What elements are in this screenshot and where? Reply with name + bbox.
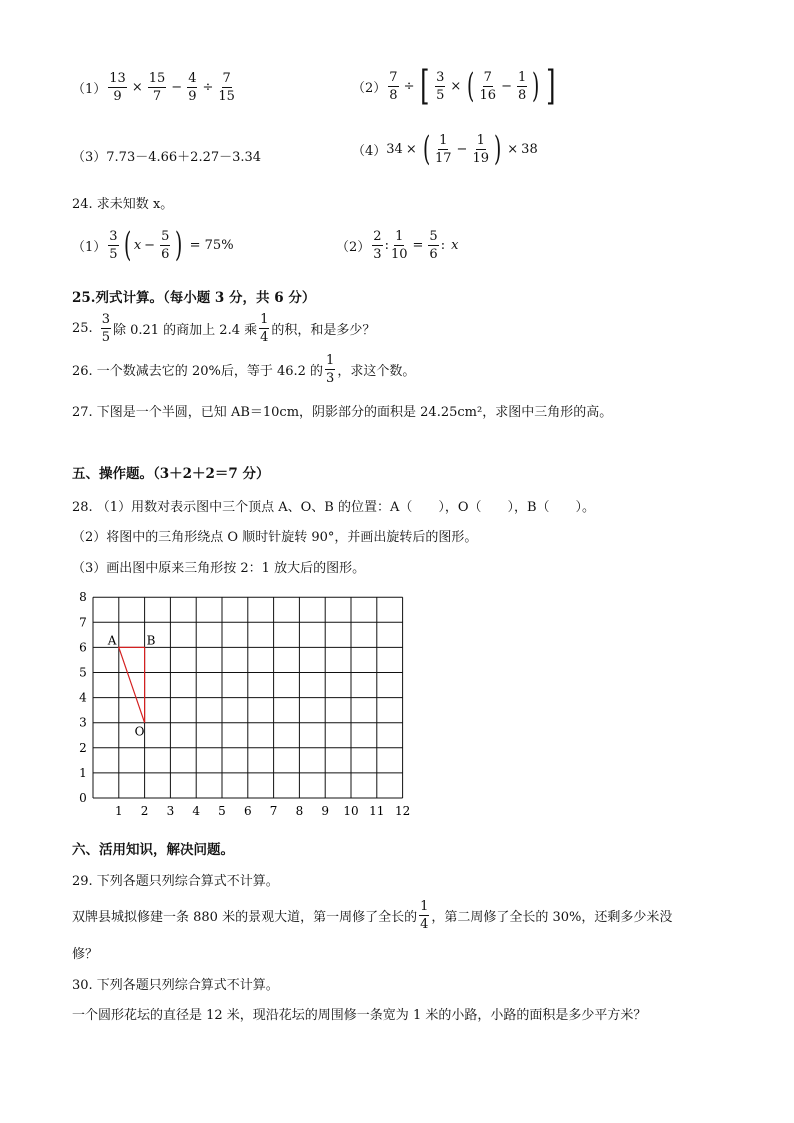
fraction: $\frac{7}{8}$ <box>389 69 398 103</box>
right-paren: ) <box>175 225 183 265</box>
times-sign: × <box>405 141 417 157</box>
fraction: $\frac{1}{19}$ <box>472 132 489 166</box>
left-bracket: [ <box>420 63 430 109</box>
minus-sign: − <box>171 80 183 95</box>
point-label-O: O <box>134 724 145 739</box>
part-label: （1） <box>72 82 107 97</box>
x-tick-label: 5 <box>218 804 226 818</box>
y-tick-label: 2 <box>79 740 87 755</box>
fraction: $\frac{1}{3}$ <box>326 353 335 386</box>
fraction: $\frac{1}{4}$ <box>420 899 429 932</box>
times-sign: × <box>450 78 462 94</box>
fraction: $\frac{1}{4}$ <box>260 312 269 345</box>
question-text: 除 0.21 的商加上 2.4 乘 <box>112 323 258 338</box>
fraction: $\frac{1}{10}$ <box>390 229 408 262</box>
q28-line1: 28. （1）用数对表示图中三个顶点 A、O、B 的位置：A（ ），O（ ），B（ ）。 <box>72 500 596 515</box>
section-6-heading: 六、活用知识，解决问题。 <box>72 842 234 858</box>
fraction: $\frac{7}{15}$ <box>218 71 235 104</box>
fraction: $\frac{1}{8}$ <box>517 69 527 103</box>
question-text: 26. 一个数减去它的 20%后，等于 46.2 的 <box>72 364 324 379</box>
variable-x: x <box>133 237 142 253</box>
q25 <box>72 313 375 344</box>
section-25-heading: 25.列式计算。（每小题 3 分，共 6 分） <box>72 290 316 306</box>
number: 34 <box>386 141 403 157</box>
colon: : <box>384 238 389 253</box>
y-tick-label: 6 <box>79 640 87 655</box>
fraction: $\frac{7}{16}$ <box>479 69 497 103</box>
coordinate-grid <box>70 584 430 820</box>
rhs: = 75% <box>189 237 234 253</box>
fraction: $\frac{5}{6}$ <box>429 229 438 262</box>
x-tick-label: 11 <box>369 804 385 818</box>
y-tick-label: 4 <box>79 690 87 705</box>
minus-sign: − <box>501 78 512 94</box>
q28-line3: （3）画出图中原来三角形按 2：1 放大后的图形。 <box>72 561 366 576</box>
q29-heading: 29. 下列各题只列综合算式不计算。 <box>72 874 279 889</box>
q23-part3 <box>72 146 261 165</box>
q27: 27. 下图是一个半圆，已知 AB＝10cm，阴影部分的面积是 24.25cm²，求图中三角形的高。 <box>72 405 613 420</box>
x-tick-label: 9 <box>321 804 330 818</box>
x-tick-label: 2 <box>140 804 149 818</box>
question-text: ，第二周修了全长的 30%，还剩多少米没 <box>431 910 673 925</box>
fraction: $\frac{13}{9}$ <box>109 71 126 104</box>
divide-sign: ÷ <box>202 80 214 95</box>
fraction: $\frac{3}{5}$ <box>436 69 445 103</box>
y-tick-label: 7 <box>79 615 87 630</box>
times-sign: × <box>507 141 519 157</box>
fraction: $\frac{2}{3}$ <box>373 229 382 262</box>
x-tick-label: 1 <box>114 804 123 818</box>
triangle-AOB <box>119 647 145 722</box>
q23-part1 <box>72 72 237 103</box>
q24-part2 <box>336 230 458 261</box>
divide-sign: ÷ <box>403 78 415 94</box>
q23-part2 <box>352 63 558 109</box>
number: 38 <box>521 141 538 157</box>
y-tick-label: 5 <box>79 665 87 680</box>
right-paren: ) <box>493 129 502 169</box>
part-label: （1） <box>72 239 107 255</box>
q30-heading: 30. 下列各题只列综合算式不计算。 <box>72 978 279 993</box>
q28-line2: （2）将图中的三角形绕点 O 顺时针旋转 90°，并画出旋转后的图形。 <box>72 530 478 545</box>
x-tick-label: 3 <box>166 804 175 818</box>
expression: 7.73－4.66＋2.27－3.34 <box>106 150 262 165</box>
equals-sign: = <box>412 238 424 253</box>
q30-text: 一个圆形花坛的直径是 12 米，现沿花坛的周围修一条宽为 1 米的小路，小路的面积是多少平方米？ <box>72 1008 647 1023</box>
right-bracket: ] <box>545 63 556 109</box>
part-label: （3） <box>72 150 107 165</box>
q26 <box>72 354 415 385</box>
left-paren: ( <box>123 225 131 265</box>
question-text: 双牌县城拟修建一条 880 米的景观大道，第一周修了全长的 <box>72 910 418 925</box>
section-5-heading: 五、操作题。（3＋2＋2＝7 分） <box>72 466 270 482</box>
x-tick-label: 12 <box>394 804 411 818</box>
fraction: $\frac{3}{5}$ <box>109 228 118 262</box>
part-label: （2） <box>336 240 371 255</box>
colon: : <box>440 238 446 253</box>
q29-text-cont: 修？ <box>72 947 99 962</box>
part-label: （2） <box>352 80 387 96</box>
fraction: $\frac{5}{6}$ <box>161 228 170 262</box>
x-tick-label: 4 <box>192 804 201 818</box>
minus-sign: − <box>456 141 468 157</box>
y-tick-label: 8 <box>79 590 87 605</box>
point-label-B: B <box>146 633 156 648</box>
x-tick-label: 6 <box>243 804 252 818</box>
fraction: $\frac{3}{5}$ <box>101 312 110 345</box>
point-label-A: A <box>107 633 117 648</box>
fraction: $\frac{15}{7}$ <box>148 71 166 104</box>
question-text: 的积，和是多少？ <box>271 323 376 338</box>
variable-x: x <box>451 238 459 253</box>
q29-text <box>72 900 672 931</box>
fraction: $\frac{4}{9}$ <box>188 71 197 104</box>
y-tick-label: 1 <box>79 765 87 780</box>
y-tick-label: 3 <box>79 715 87 730</box>
fraction: $\frac{1}{17}$ <box>435 132 452 166</box>
minus-sign: − <box>144 237 156 253</box>
times-sign: × <box>131 80 143 95</box>
q23-part4 <box>352 129 538 169</box>
x-tick-label: 7 <box>269 804 278 818</box>
part-label: （4） <box>352 143 387 159</box>
left-paren: ( <box>422 129 431 169</box>
left-paren: ( <box>467 66 475 106</box>
question-text: ，求这个数。 <box>337 364 416 379</box>
right-paren: ) <box>532 66 540 106</box>
x-tick-label: 10 <box>343 804 359 818</box>
question-number: 25. <box>72 321 93 336</box>
y-tick-label: 0 <box>79 791 87 805</box>
x-tick-label: 8 <box>295 804 304 818</box>
q24-part1 <box>72 225 234 265</box>
q24-title: 24. 求未知数 x。 <box>72 197 174 212</box>
